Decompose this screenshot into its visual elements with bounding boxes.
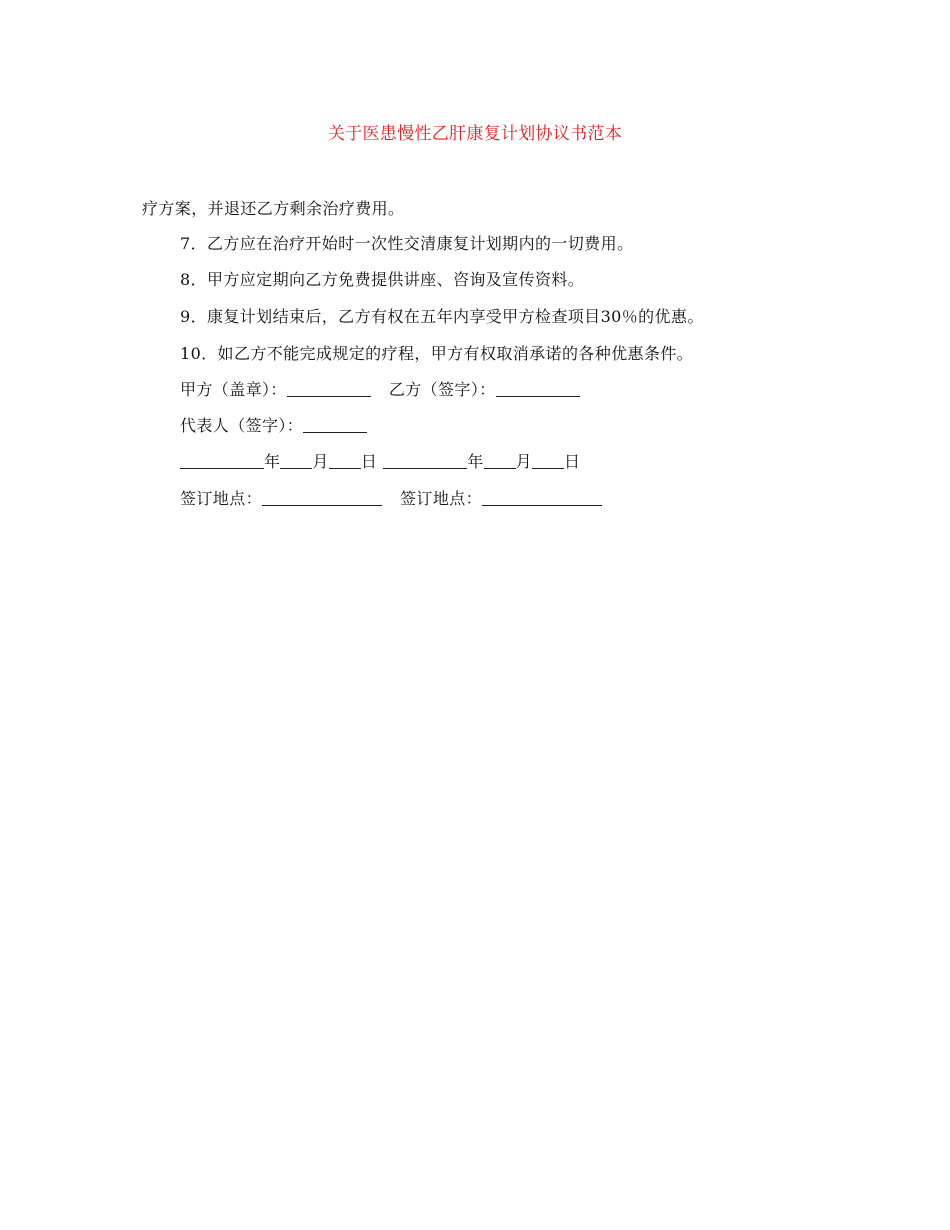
place-a-blank [262, 489, 382, 506]
party-b-label: 乙方（签字）： [388, 380, 496, 399]
party-a-label: 甲方（盖章）： [180, 380, 287, 399]
place-a-label: 签订地点： [180, 489, 263, 508]
party-b-month-blank [484, 452, 516, 469]
party-b-month-label: 月 [515, 452, 533, 471]
paragraph-clause-9: 9．康复计划结束后，乙方有权在五年内享受甲方检查项目30％的优惠。 [180, 307, 704, 326]
paragraph-continued: 疗方案，并退还乙方剩余治疗费用。 [142, 199, 405, 218]
party-a-day-blank [329, 452, 361, 469]
party-a-day-label: 日 [360, 452, 378, 471]
party-a-month-blank [280, 452, 312, 469]
party-a-year-label: 年 [264, 452, 281, 471]
signature-row-representative [180, 414, 367, 438]
place-b-blank [482, 489, 602, 506]
signature-row-places [180, 487, 602, 511]
party-b-signature-blank [496, 380, 580, 397]
paragraph-clause-7: 7．乙方应在治疗开始时一次性交清康复计划期内的一切费用。 [180, 234, 634, 253]
party-a-signature-blank [287, 380, 371, 397]
paragraph-clause-8: 8．甲方应定期向乙方免费提供讲座、咨询及宣传资料。 [180, 270, 585, 289]
document-title: 关于医患慢性乙肝康复计划协议书范本 [327, 124, 623, 144]
place-b-label: 签订地点： [400, 489, 483, 508]
party-b-year-label: 年 [467, 452, 484, 471]
party-b-day-blank [532, 452, 564, 469]
representative-signature-blank [303, 416, 367, 433]
party-b-day-label: 日 [564, 452, 581, 471]
representative-label: 代表人（签字）： [180, 416, 304, 435]
party-b-year-blank [383, 452, 467, 469]
party-a-month-label: 月 [312, 452, 329, 471]
signature-row-parties [180, 378, 580, 402]
paragraph-clause-10: 10．如乙方不能完成规定的疗程，甲方有权取消承诺的各种优惠条件。 [180, 344, 694, 363]
party-a-year-blank [180, 452, 264, 469]
signature-row-dates [180, 450, 580, 474]
